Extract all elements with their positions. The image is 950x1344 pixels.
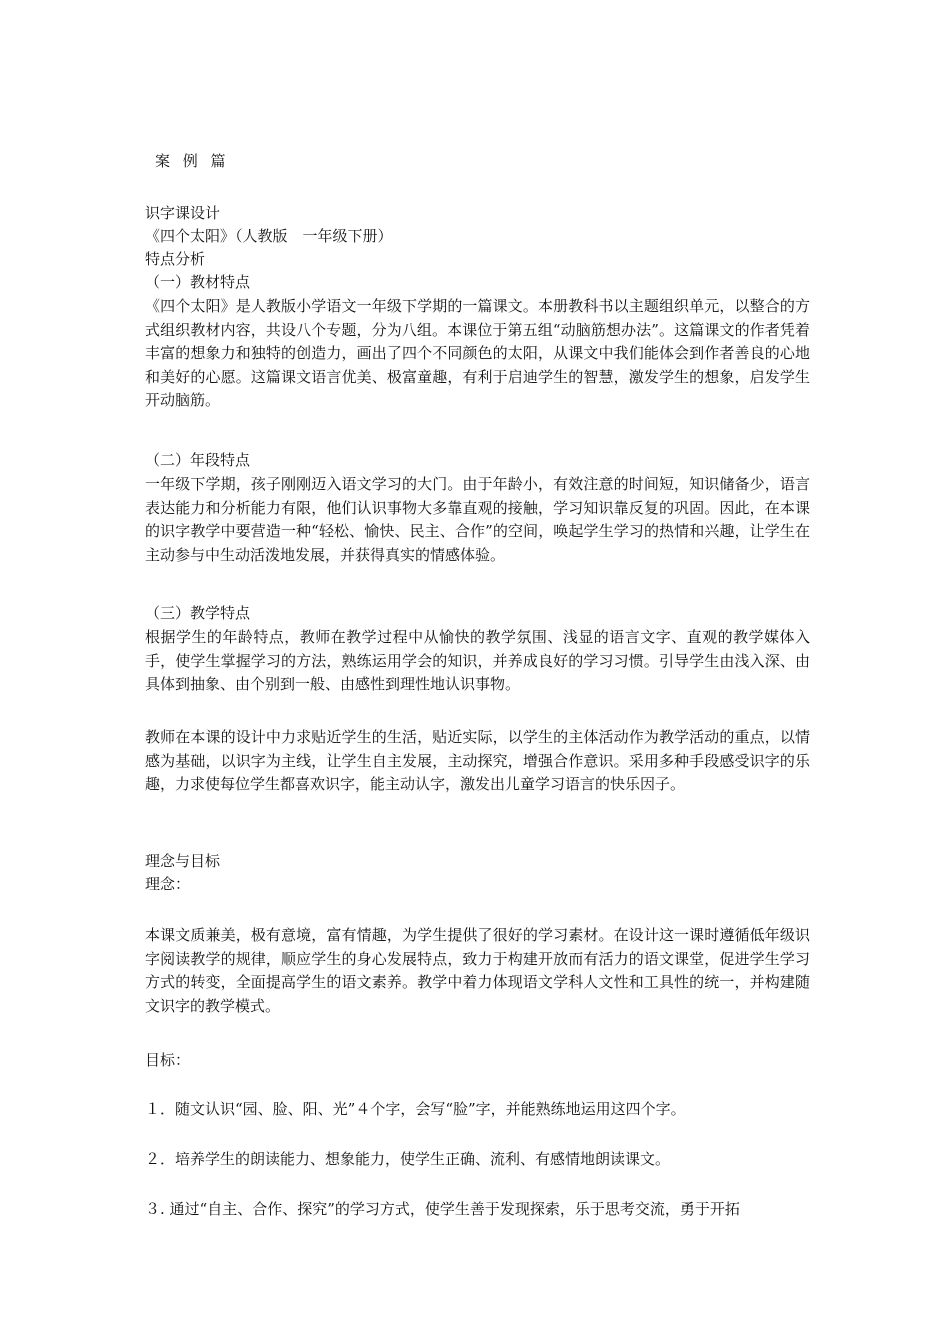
goals-label: 目标： [145,1051,191,1069]
goal-item-2: ２．培养学生的朗读能力、想象能力，使学生正确、流利、有感情地朗读课文。 [145,1150,671,1168]
lesson-title: 《四个太阳》（人教版 一年级下册） [145,227,393,245]
analysis-heading: 特点分析 [145,250,206,268]
part3-heading: （三）教学特点 [145,604,251,622]
part2-body: 一年级下学期，孩子刚刚迈入语文学习的大门。由于年龄小，有效注意的时间短，知识储备少，语言表达能力和分析能力有限，他们认识事物大多靠直观的接触，学习知识靠反复的巩固。因此，在本课的识字教学中要营造一种“轻松、愉快、民主、合作”的空间，唤起学生学习的热情和兴趣，让学生在主动参与中生动活泼地发展，并获得真实的情感体验。 [145,475,810,564]
part2-heading: （二）年段特点 [145,451,251,469]
goal-item-3: ３. 通过“自主、合作、探究”的学习方式，使学生善于发现探索，乐于思考交流，勇于开拓 [145,1200,740,1218]
concept-label: 理念： [145,875,191,893]
concept-heading: 理念与目标 [145,852,221,870]
concept-body: 本课文质兼美，极有意境，富有情趣，为学生提供了很好的学习素材。在设计这一课时遵循低年级识字阅读教学的规律，顺应学生的身心发展特点，致力于构建开放而有活力的语文课堂，促进学生学习方式的转变，全面提高学生的语文素养。教学中着力体现语文学科人文性和工具性的统一，并构建随文识字的教学模式。 [145,926,810,1015]
part1-body: 《四个太阳》是人教版小学语文一年级下学期的一篇课文。本册教科书以主题组织单元，以整合的方式组织教材内容，共设八个专题，分为八组。本课位于第五组“动脑筋想办法”。这篇课文的作者凭着丰富的想象力和独特的创造力，画出了四个不同颜色的太阳，从课文中我们能体会到作者善良的心地和美好的心愿。这篇课文语言优美、极富童趣，有利于启迪学生的智慧，激发学生的想象，启发学生开动脑筋。 [145,297,810,409]
goal-item-1: １．随文认识“园、脸、阳、光”４个字，会写“脸”字，并能熟练地运用这四个字。 [145,1100,686,1118]
part3-body: 根据学生的年龄特点，教师在教学过程中从愉快的教学氛围、浅显的语言文字、直观的教学媒体入手，使学生掌握学习的方法，熟练运用学会的知识，并养成良好的学习习惯。引导学生由浅入深、由具体到抽象、由个别到一般、由感性到理性地认识事物。 [145,628,810,693]
page-heading: 案 例 篇 [155,152,230,170]
part1-heading: （一）教材特点 [145,273,251,291]
part3-body2: 教师在本课的设计中力求贴近学生的生活，贴近实际，以学生的主体活动作为教学活动的重点，以情感为基础，以识字为主线，让学生自主发展，主动探究，增强合作意识。采用多种手段感受识字的乐趣，力求使每位学生都喜欢识字，能主动认字，激发出儿童学习语言的快乐因子。 [145,728,810,793]
section-title: 识字课设计 [145,204,221,222]
